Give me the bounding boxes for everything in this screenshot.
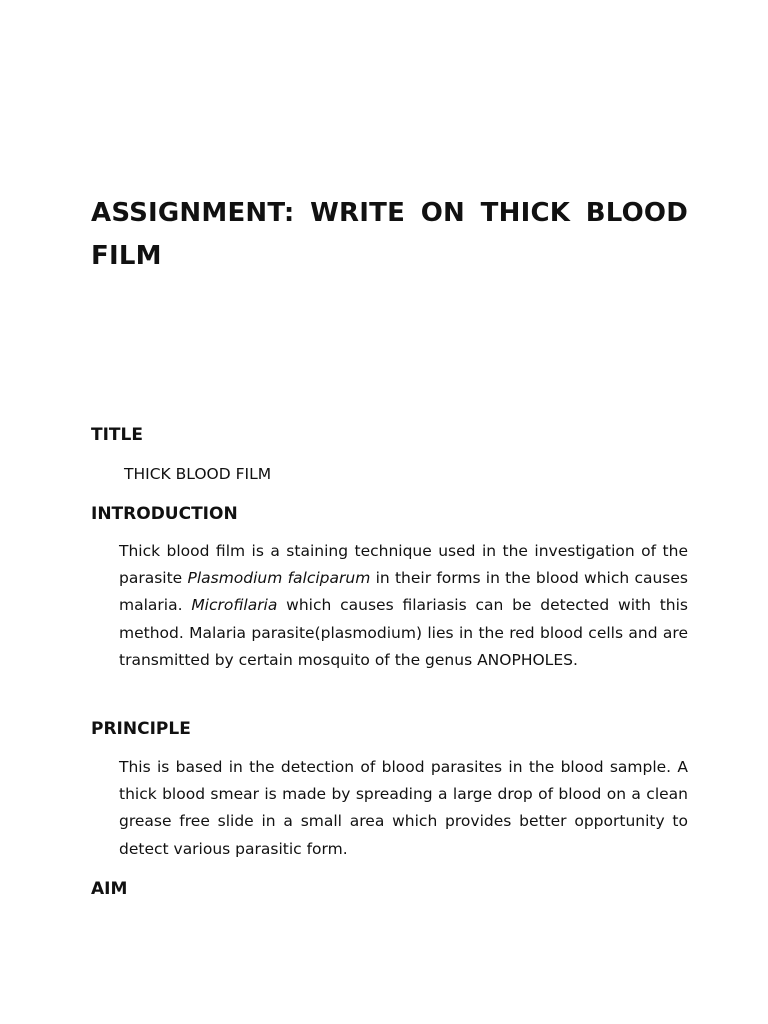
plasmodium-falciparum-term: Plasmodium falciparum bbox=[187, 569, 371, 588]
introduction-paragraph bbox=[119, 538, 688, 674]
document-title: ASSIGNMENT: WRITE ON THICK BLOOD FILM bbox=[91, 198, 688, 271]
introduction-text-1: Thick blood film is a staining technique used in the investigation of the parasite bbox=[119, 542, 688, 588]
microfilaria-term: Microfilaria bbox=[191, 596, 278, 615]
section-heading-principle: PRINCIPLE bbox=[91, 719, 191, 739]
section-heading-aim: AIM bbox=[91, 879, 128, 899]
introduction-text-2: in their forms in the blood which causes malaria. bbox=[119, 569, 688, 615]
section-heading-introduction: INTRODUCTION bbox=[91, 504, 238, 524]
section-title-text: THICK BLOOD FILM bbox=[124, 465, 272, 483]
introduction-text-3: which causes filariasis can be detected with this method. Malaria parasite(plasmodium) lies in the red blood cells and are transmitted by certain mosquito of the genus ANOPHOLES. bbox=[119, 596, 688, 669]
section-heading-title: TITLE bbox=[91, 425, 143, 445]
principle-paragraph: This is based in the detection of blood parasites in the blood sample. A thick blood smear is made by spreading a large drop of blood on a clean grease free slide in a small area which provides better opportunity to detect various parasitic form. bbox=[119, 758, 688, 858]
